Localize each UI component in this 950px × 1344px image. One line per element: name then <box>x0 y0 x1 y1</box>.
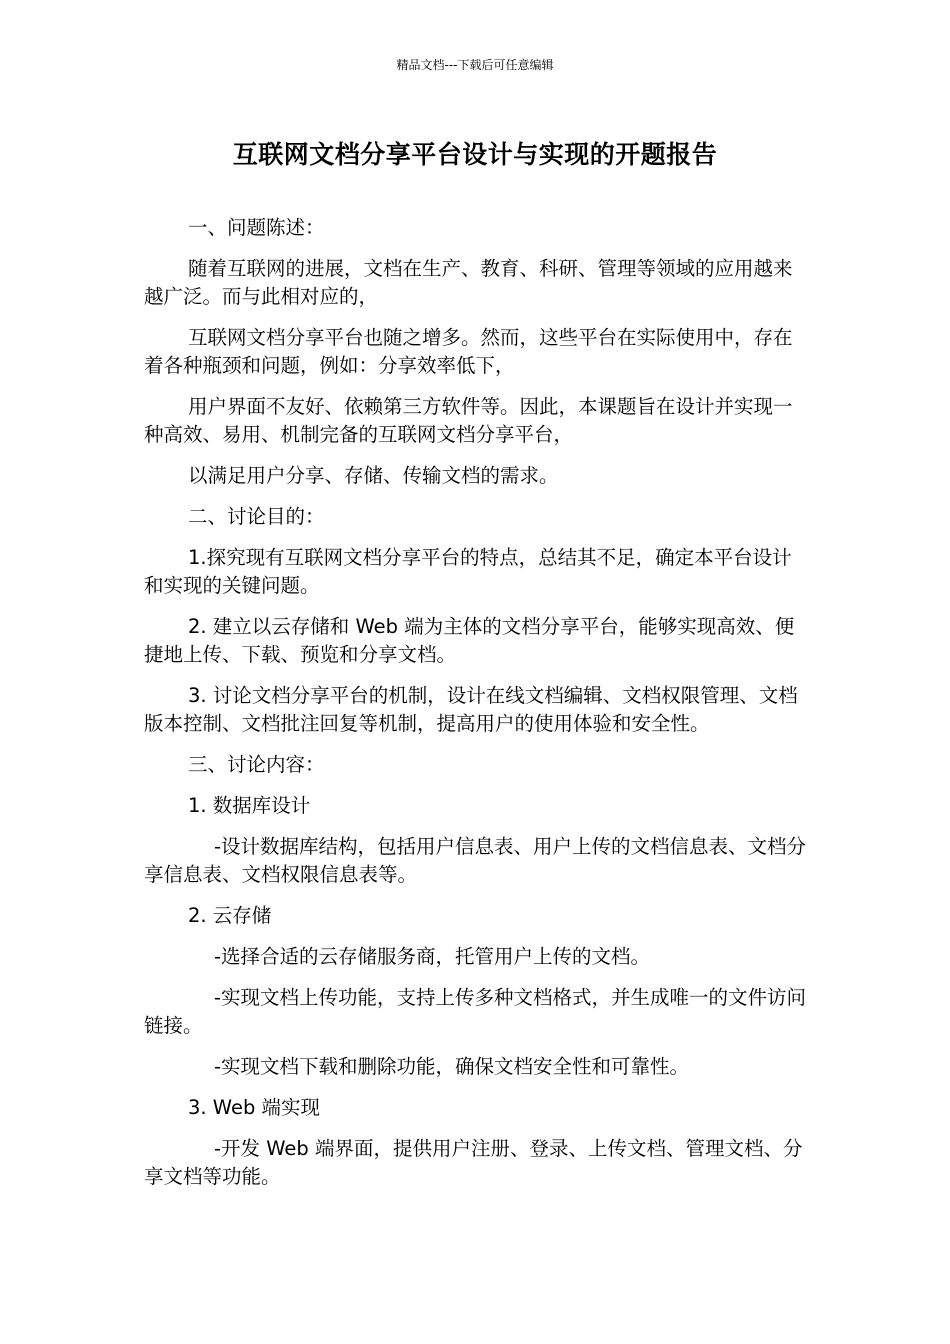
subsection-heading: 3. Web 端实现 <box>188 1096 321 1119</box>
list-item: -设计数据库结构，包括用户信息表、用户上传的文档信息表、文档分享信息表、文档权限信息表等。 <box>144 835 807 886</box>
list-item: -实现文档上传功能，支持上传多种文档格式，并生成唯一的文件访问链接。 <box>144 986 807 1037</box>
header-note: 精品文档---下载后可任意编辑 <box>396 58 554 72</box>
list-item: -开发 Web 端界面，提供用户注册、登录、上传文档、管理文档、分享文档等功能。 <box>144 1137 803 1188</box>
section-heading-problem: 一、问题陈述： <box>188 216 325 239</box>
document-body <box>144 214 808 1191</box>
paragraph: 互联网文档分享平台也随之增多。然而，这些平台在实际使用中，存在着各种瓶颈和问题，例如：分享效率低下， <box>144 326 793 377</box>
subsection-heading: 1. 数据库设计 <box>188 794 311 817</box>
section-heading-purpose: 二、讨论目的： <box>188 505 325 528</box>
paragraph: 3. 讨论文档分享平台的机制，设计在线文档编辑、文档权限管理、文档版本控制、文档批注回复等机制，提高用户的使用体验和安全性。 <box>144 684 798 735</box>
paragraph: 1.探究现有互联网文档分享平台的特点，总结其不足，确定本平台设计和实现的关键问题。 <box>144 546 792 597</box>
section-heading-content: 三、讨论内容： <box>188 753 325 776</box>
paragraph: 2. 建立以云存储和 Web 端为主体的文档分享平台，能够实现高效、便捷地上传、下载、预览和分享文档。 <box>144 615 795 666</box>
subsection-heading: 2. 云存储 <box>188 904 272 927</box>
paragraph: 用户界面不友好、依赖第三方软件等。因此，本课题旨在设计并实现一种高效、易用、机制完备的互联网文档分享平台， <box>144 395 793 446</box>
paragraph: 以满足用户分享、存储、传输文档的需求。 <box>188 464 559 487</box>
paragraph: 随着互联网的进展，文档在生产、教育、科研、管理等领域的应用越来越广泛。而与此相对应的， <box>144 257 793 308</box>
list-item: -实现文档下载和删除功能，确保文档安全性和可靠性。 <box>214 1055 690 1078</box>
document-title: 互联网文档分享平台设计与实现的开题报告 <box>232 140 718 169</box>
list-item: -选择合适的云存储服务商，托管用户上传的文档。 <box>214 945 651 968</box>
